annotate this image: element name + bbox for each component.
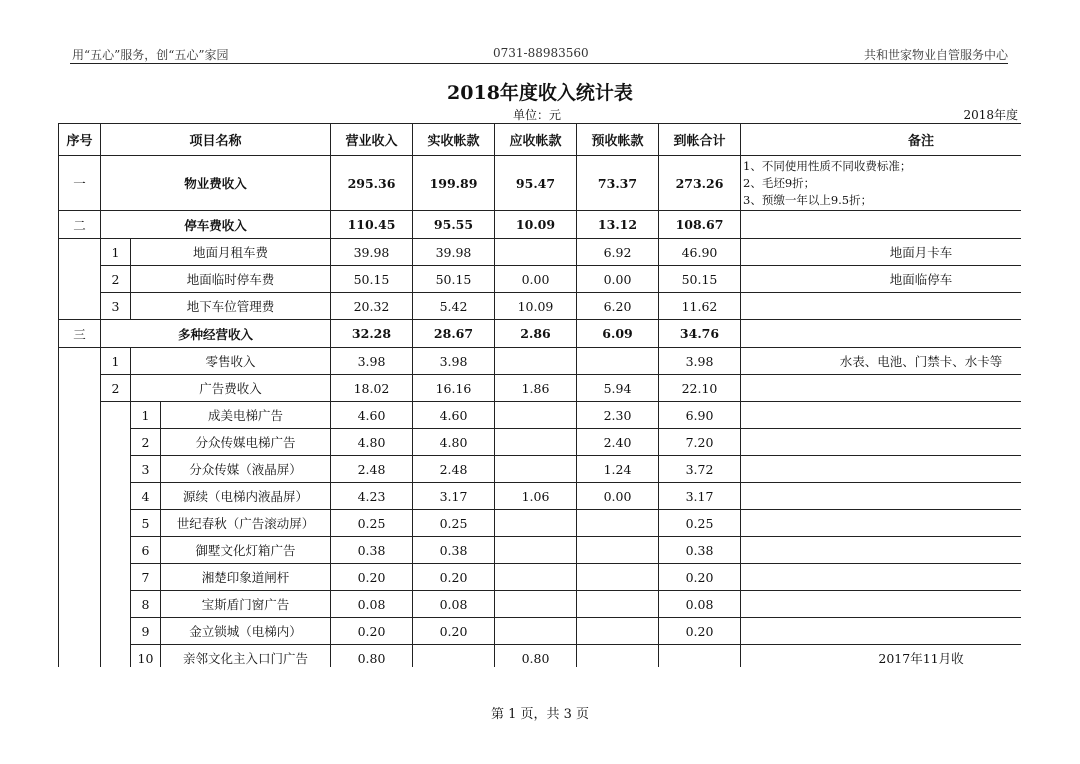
item-name: 地面月租车费 [131,239,331,266]
cell-receivable: 95.47 [495,156,577,211]
cell-receivable [495,618,577,645]
cell-prepaid: 1.24 [577,456,659,483]
year-label: 2018年度 [963,108,1018,122]
cell-received: 16.16 [413,375,495,402]
cell-total: 3.72 [659,456,741,483]
cell-total: 0.08 [659,591,741,618]
cell-total: 3.98 [659,348,741,375]
col-header-no: 序号 [59,124,101,156]
cell-received: 199.89 [413,156,495,211]
item-name: 广告费收入 [131,375,331,402]
cell-revenue: 0.38 [331,537,413,564]
section-name: 停车费收入 [101,211,331,239]
remark-line: 1、不同使用性质不同收费标准； [743,158,912,173]
cell-remarks: 地面月卡车 [741,239,1022,266]
cell-remarks [741,564,1022,591]
cell-prepaid [577,591,659,618]
item-number: 4 [131,483,161,510]
cell-total: 0.20 [659,564,741,591]
cell-revenue: 50.15 [331,266,413,293]
cell-receivable: 2.86 [495,320,577,348]
item-number: 1 [101,239,131,266]
cell-prepaid: 13.12 [577,211,659,239]
cell-revenue: 4.60 [331,402,413,429]
section-number: 二 [59,211,101,239]
table-row [59,456,1022,483]
table-row [59,618,1022,645]
cell-received: 0.25 [413,510,495,537]
cell-received: 5.42 [413,293,495,320]
item-number: 10 [131,645,161,668]
cell-remarks [741,402,1022,429]
cell-receivable [495,402,577,429]
item-name: 成美电梯广告 [161,402,331,429]
header-divider [70,63,1008,64]
cell-prepaid: 0.00 [577,266,659,293]
cell-prepaid [577,348,659,375]
cell-revenue: 4.23 [331,483,413,510]
cell-remarks [741,537,1022,564]
cell-revenue: 0.20 [331,618,413,645]
cell-revenue: 110.45 [331,211,413,239]
item-name: 宝斯盾门窗广告 [161,591,331,618]
remark-line: 2、毛坯9折； [743,175,816,190]
table-row [59,293,1022,320]
cell-received: 3.98 [413,348,495,375]
cell-total: 0.20 [659,618,741,645]
table-row [59,348,1022,375]
cell-receivable [495,510,577,537]
cell-remarks [741,320,1022,348]
item-name: 御墅文化灯箱广告 [161,537,331,564]
cell-revenue: 20.32 [331,293,413,320]
cell-revenue: 32.28 [331,320,413,348]
col-header-name: 项目名称 [101,124,331,156]
cell-prepaid: 6.20 [577,293,659,320]
indent-cell [101,402,131,668]
item-number: 1 [131,402,161,429]
cell-remarks [741,156,1022,211]
cell-receivable: 10.09 [495,211,577,239]
cell-receivable [495,348,577,375]
cell-prepaid: 5.94 [577,375,659,402]
cell-received: 0.38 [413,537,495,564]
remark-line: 3、预缴一年以上9.5折； [743,192,873,207]
cell-receivable [495,429,577,456]
cell-revenue: 0.80 [331,645,413,668]
section-number: 一 [59,156,101,211]
cell-revenue: 0.25 [331,510,413,537]
cell-receivable: 1.86 [495,375,577,402]
cell-revenue: 295.36 [331,156,413,211]
cell-prepaid: 2.30 [577,402,659,429]
cell-receivable [495,456,577,483]
cell-receivable [495,564,577,591]
cell-received: 0.08 [413,591,495,618]
col-header-total: 到帐合计 [659,124,741,156]
table-header-row [59,124,1022,156]
item-number: 5 [131,510,161,537]
indent-cell [59,348,101,668]
cell-revenue: 4.80 [331,429,413,456]
cell-prepaid: 6.92 [577,239,659,266]
table-row [59,564,1022,591]
cell-received: 0.20 [413,618,495,645]
report-title: 2018年度收入统计表 [447,82,633,104]
col-header-revenue: 营业收入 [331,124,413,156]
item-number: 2 [101,266,131,293]
cell-receivable [495,591,577,618]
cell-remarks [741,375,1022,402]
cell-received: 28.67 [413,320,495,348]
item-number: 1 [101,348,131,375]
cell-revenue: 18.02 [331,375,413,402]
table-row [59,645,1022,668]
cell-total: 6.90 [659,402,741,429]
section-number: 三 [59,320,101,348]
item-number: 9 [131,618,161,645]
header-phone: 0731-88983560 [493,46,589,60]
item-name: 分众传媒电梯广告 [161,429,331,456]
col-header-prepaid: 预收帐款 [577,124,659,156]
cell-total: 34.76 [659,320,741,348]
cell-total: 11.62 [659,293,741,320]
col-header-received: 实收帐款 [413,124,495,156]
item-name: 湘楚印象道闸杆 [161,564,331,591]
table-row [59,375,1022,402]
table-row [59,402,1022,429]
cell-prepaid [577,645,659,668]
page-number: 第 1 页，共 3 页 [490,707,590,722]
col-header-receivable: 应收帐款 [495,124,577,156]
cell-receivable [495,239,577,266]
cell-received: 39.98 [413,239,495,266]
cell-total: 108.67 [659,211,741,239]
cell-received [413,645,495,668]
item-number: 2 [101,375,131,402]
cell-remarks [741,456,1022,483]
item-name: 零售收入 [131,348,331,375]
cell-revenue: 2.48 [331,456,413,483]
table-row [59,429,1022,456]
cell-revenue: 0.08 [331,591,413,618]
cell-revenue: 3.98 [331,348,413,375]
cell-total: 273.26 [659,156,741,211]
item-name: 地面临时停车费 [131,266,331,293]
cell-received: 2.48 [413,456,495,483]
cell-prepaid: 6.09 [577,320,659,348]
cell-total: 50.15 [659,266,741,293]
header-slogan: 用“五心”服务，创“五心”家园 [72,48,229,62]
cell-total: 0.38 [659,537,741,564]
cell-received: 50.15 [413,266,495,293]
item-number: 7 [131,564,161,591]
table-row [59,239,1022,266]
cell-prepaid [577,564,659,591]
cell-remarks [741,510,1022,537]
table-row [59,510,1022,537]
cell-received: 4.60 [413,402,495,429]
cell-remarks: 2017年11月收 [741,645,1022,668]
cell-prepaid [577,618,659,645]
cell-revenue: 0.20 [331,564,413,591]
cell-prepaid: 2.40 [577,429,659,456]
cell-receivable: 0.00 [495,266,577,293]
table-row [59,537,1022,564]
table-row [59,320,1022,348]
cell-total: 46.90 [659,239,741,266]
cell-received: 0.20 [413,564,495,591]
cell-total: 22.10 [659,375,741,402]
item-name: 地下车位管理费 [131,293,331,320]
indent-cell [59,239,101,320]
table-row [59,591,1022,618]
cell-prepaid: 73.37 [577,156,659,211]
cell-remarks [741,618,1022,645]
item-number: 2 [131,429,161,456]
cell-total [659,645,741,668]
cell-total: 7.20 [659,429,741,456]
cell-remarks [741,293,1022,320]
item-name: 源续（电梯内液晶屏） [161,483,331,510]
cell-total: 0.25 [659,510,741,537]
cell-received: 3.17 [413,483,495,510]
table-row [59,266,1022,293]
item-number: 3 [131,456,161,483]
cell-receivable: 1.06 [495,483,577,510]
cell-remarks: 水表、电池、门禁卡、水卡等 [741,348,1022,375]
cell-remarks: 地面临停车 [741,266,1022,293]
section-name: 物业费收入 [101,156,331,211]
item-name: 世纪春秋（广告滚动屏） [161,510,331,537]
item-number: 8 [131,591,161,618]
item-number: 6 [131,537,161,564]
cell-received: 4.80 [413,429,495,456]
cell-received: 95.55 [413,211,495,239]
income-table [58,123,1021,667]
table-row [59,211,1022,239]
cell-prepaid [577,510,659,537]
cell-revenue: 39.98 [331,239,413,266]
cell-receivable [495,537,577,564]
cell-receivable: 0.80 [495,645,577,668]
item-number: 3 [101,293,131,320]
income-table-container [58,123,1021,667]
col-header-remarks: 备注 [741,124,1022,156]
cell-prepaid: 0.00 [577,483,659,510]
cell-remarks [741,429,1022,456]
cell-remarks [741,483,1022,510]
cell-receivable: 10.09 [495,293,577,320]
section-name: 多种经营收入 [101,320,331,348]
table-row [59,483,1022,510]
cell-prepaid [577,537,659,564]
unit-label: 单位：元 [513,108,562,122]
item-name: 金立锁城（电梯内） [161,618,331,645]
cell-remarks [741,211,1022,239]
item-name: 亲邻文化主入口门广告 [161,645,331,668]
cell-remarks [741,591,1022,618]
table-row [59,156,1022,211]
item-name: 分众传媒（液晶屏） [161,456,331,483]
header-organization: 共和世家物业自管服务中心 [863,48,1008,62]
cell-total: 3.17 [659,483,741,510]
